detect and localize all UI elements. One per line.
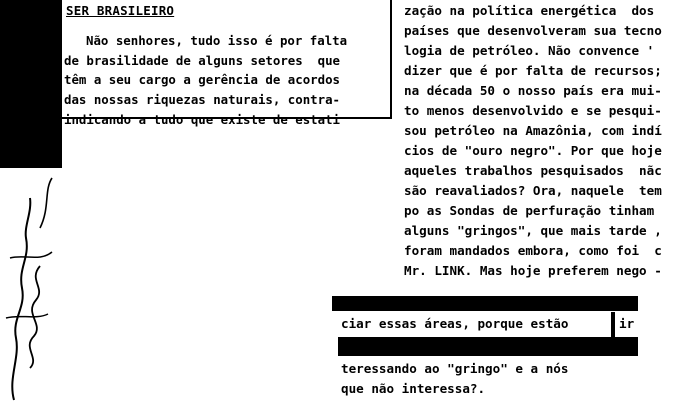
left-column-text: [64, 31, 386, 130]
right-line: to menos desenvolvido e se pesqui-: [404, 103, 662, 118]
right-line: zação na política energética dos: [404, 3, 655, 18]
article-heading: SER BRASILEIRO: [66, 3, 175, 18]
box2-line: teressando ao "gringo" e a nós: [341, 361, 569, 376]
right-line: Mr. LINK. Mas hoje preferem nego -: [404, 263, 662, 278]
left-line: de brasilidade de alguns setores que: [64, 52, 341, 68]
right-line: dizer que é por falta de recursos;: [404, 63, 662, 78]
continuation-box-1: [338, 312, 638, 337]
black-gap: [338, 337, 638, 356]
right-line: po as Sondas de perfuração tinham: [404, 203, 655, 218]
handwritten-signature: [0, 168, 62, 412]
right-line: sou petróleo na Amazônia, com indí: [404, 123, 662, 138]
box1-separator: [611, 312, 615, 337]
right-line: cios de "ouro negro". Por que hoje: [404, 143, 662, 158]
right-column-text: [404, 1, 662, 281]
box2-line: que não interessa?.: [341, 381, 486, 396]
right-line: aqueles trabalhos pesquisados nãc: [404, 163, 662, 178]
left-column-box: [62, 0, 392, 127]
right-line: são reavaliados? Ora, naquele tem: [404, 183, 662, 198]
right-line: países que desenvolveram sua tecno: [404, 23, 662, 38]
left-line: Não senhores, tudo isso é por falta: [86, 33, 348, 48]
left-line: têm a seu cargo a gerência de acordos: [64, 72, 341, 88]
left-line: das nossas riquezas naturais, contra-: [64, 92, 341, 108]
right-line: foram mandados embora, como foi c: [404, 243, 662, 258]
continuation-box-2: [338, 356, 620, 404]
box1-line: ciar essas áreas, porque estão: [341, 316, 569, 331]
black-divider-bar: [332, 296, 638, 311]
box1-line-end: ir: [619, 316, 635, 331]
right-line: logia de petróleo. Não convence ': [404, 43, 655, 58]
right-line: alguns "gringos", que mais tarde ,: [404, 223, 662, 238]
right-line: na década 50 o nosso país era mui-: [404, 83, 662, 98]
left-line: indicando a tudo que existe de estati: [64, 111, 341, 127]
